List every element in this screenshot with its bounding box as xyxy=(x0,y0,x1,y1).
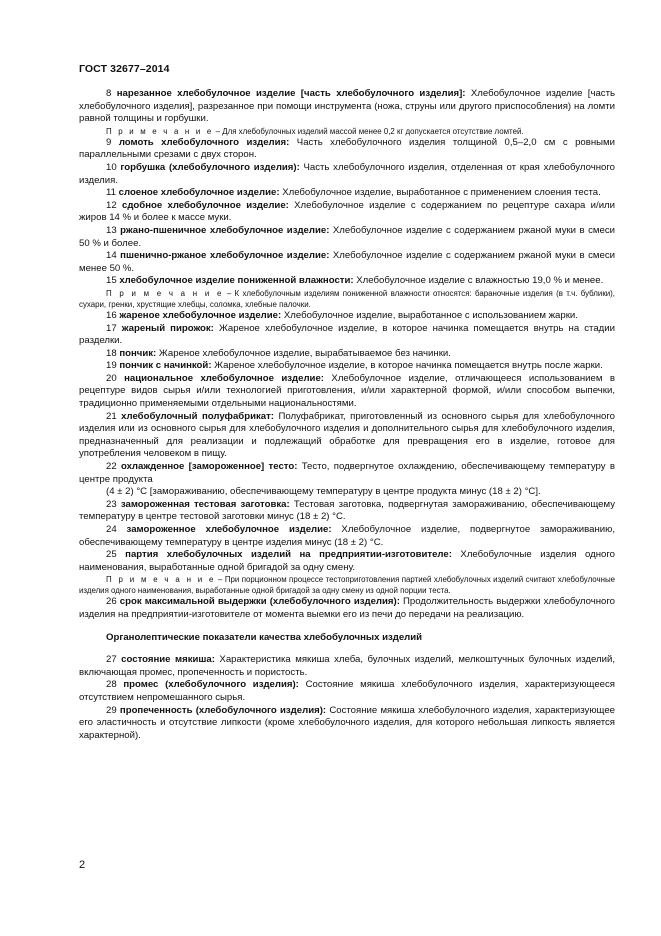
note-label: П р и м е ч а н и е xyxy=(106,126,214,136)
note-text: – К хлебобулочным изделиям пониженной влажности относятся: бараночные изделия (в т.ч. бублики), сухари, гренки, хрустящие хлебцы, соломка, хлебные палочки. xyxy=(79,288,615,309)
term-paragraph xyxy=(79,137,615,162)
term-name: промес (хлебобулочного изделия): xyxy=(123,679,299,691)
term-definition: Хлебобулочное изделие, подвергнутое замораживанию, обеспечивающему температуру в центре изделия минус (18 ± 2) °С. xyxy=(79,524,615,548)
term-number: 8 xyxy=(106,88,112,99)
term-definition: Тестовая заготовка, подвергнутая замораживанию, обеспечивающему температуру в центре тестовой заготовки минус (18 ± 2) °С. xyxy=(79,498,615,523)
term-paragraph xyxy=(79,348,615,361)
note-label: П р и м е ч а н и е xyxy=(106,288,224,298)
term-paragraph xyxy=(79,88,615,126)
term-definition: Хлебобулочное изделие, выработанное с применением слоения теста. xyxy=(279,187,601,199)
term-number: 12 xyxy=(106,199,117,211)
term-number: 14 xyxy=(106,250,117,262)
term-paragraph xyxy=(79,461,615,486)
term-definition: Состояние мякиша хлебобулочного изделия, характеризующее его эластичность и отсутствие липкости (кроме хлебобулочного изделия, для которого небольшая липкость является характерной). xyxy=(79,704,615,741)
term-paragraph xyxy=(79,549,615,574)
term-paragraph xyxy=(79,705,615,743)
note xyxy=(79,288,615,310)
term-definition: Часть хлебобулочного изделия толщиной 0,5–2,0 см с ровными параллельными срезами с двух сторон. xyxy=(79,136,615,161)
term-name: охлажденное [замороженное] тесто: xyxy=(120,461,298,473)
term-name: срок максимальной выдержки (хлебобулочного изделия): xyxy=(119,596,400,608)
term-paragraph xyxy=(79,679,615,704)
note xyxy=(79,126,615,137)
term-number: 18 xyxy=(106,347,117,359)
term-name: пончик: xyxy=(119,347,157,359)
term-number: 29 xyxy=(106,704,117,716)
term-number: 26 xyxy=(106,596,117,608)
term-definition: Состояние мякиша хлебобулочного изделия, характеризующееся отсутствием непромешанного сырья. xyxy=(79,679,616,703)
term-paragraph xyxy=(79,162,615,187)
term-number: 16 xyxy=(106,309,117,321)
term-name: хлебобулочный полуфабрикат: xyxy=(121,410,274,422)
term-number: 20 xyxy=(106,372,117,384)
term-name: замороженная тестовая заготовка: xyxy=(120,498,290,510)
term-name: жареный пирожок: xyxy=(121,322,214,334)
note-label: П р и м е ч а н и е xyxy=(106,575,216,585)
term-number: 13 xyxy=(106,224,117,236)
term-definition: Хлебобулочное изделие с содержанием ржаной муки в смеси менее 50 %. xyxy=(79,250,615,274)
term-definition: Хлебобулочное изделие, отличающееся использованием в рецептуре видов сырья и/или технологией приготовления, и/или характерной формой, и/или способом выпечки, традиционно применяемыми отдельными национальностями. xyxy=(79,372,615,410)
document-body xyxy=(79,88,615,742)
term-name: ржано-пшеничное хлебобулочное изделие: xyxy=(120,224,330,236)
term-name: сдобное хлебобулочное изделие: xyxy=(121,199,289,211)
term-paragraph xyxy=(79,250,615,275)
term-paragraph xyxy=(79,524,615,549)
term-definition: Хлебобулочное изделие [часть хлебобулочного изделия], разрезанное при помощи инструмента (ножа, струны или другого приспособления) на ломти равной толщины и горбушки. xyxy=(79,88,615,125)
term-definition: Часть хлебобулочного изделия, отделенная от края хлебобулочного изделия. xyxy=(79,161,615,186)
term-name: состояние мякиша: xyxy=(121,654,215,666)
term-paragraph xyxy=(79,596,615,621)
term-number: 19 xyxy=(106,360,117,372)
temperature-formula: (4 ± 2) °С [замораживанию, обеспечивающему температуру в центре продукта минус (18 ± 2) °С]. xyxy=(106,486,541,498)
term-paragraph xyxy=(79,499,615,524)
term-definition: Хлебобулочное изделие с влажностью 19,0 % и менее. xyxy=(353,275,604,287)
term-number: 23 xyxy=(106,498,117,510)
term-number: 28 xyxy=(106,679,117,691)
term-paragraph xyxy=(79,225,615,250)
term-definition: Хлебобулочное изделие с содержанием ржаной муки в смеси 50 % и более. xyxy=(79,224,615,249)
term-paragraph xyxy=(79,323,615,348)
term-number: 27 xyxy=(106,654,117,666)
term-number: 21 xyxy=(106,410,117,422)
term-definition: Тесто, подвергнутое охлаждению, обеспечивающему температуру в центре продукта xyxy=(79,461,615,485)
term-definition: Жареное хлебобулочное изделие, в которое начинка помещается внутрь после жарки. xyxy=(211,360,603,372)
term-paragraph xyxy=(79,373,615,411)
term-number: 15 xyxy=(106,275,117,287)
term-definition: Характеристика мякиша хлеба, булочных изделий, мелкоштучных булочных изделий, включающая промес, пропеченность и пористость. xyxy=(79,654,615,678)
term-definition: Хлебобулочные изделия одного наименования, выработанные одной бригадой за одну смену. xyxy=(79,549,615,573)
term-definition: Жареное хлебобулочное изделие, в которое начинка помещается внутрь на стадии разделки. xyxy=(79,322,615,347)
term-paragraph xyxy=(79,411,615,461)
term-name: хлебобулочное изделие пониженной влажности: xyxy=(119,275,354,287)
term-paragraph xyxy=(79,275,615,288)
term-name: пшенично-ржаное хлебобулочное изделие: xyxy=(120,250,330,262)
term-number: 17 xyxy=(106,322,117,334)
term-number: 25 xyxy=(106,549,117,561)
term-definition: Полуфабрикат, приготовленный из основного сырья для хлебобулочного изделия или из основного сырья для хлебобулочного изделия и дополнительного сырья для хлебобулочного изделия, предназначенный для реализации и подлежащий обработке для превращения его в изделие, готовое для употребления человеком в пищу. xyxy=(79,410,615,460)
term-name: пончик с начинкой: xyxy=(119,360,212,372)
term-name: замороженное хлебобулочное изделие: xyxy=(126,524,332,535)
term-name: ломоть хлебобулочного изделия: xyxy=(118,136,290,148)
page-number: 2 xyxy=(79,859,86,871)
note-text: – При порционном процессе тестоприготовления партией хлебобулочных изделий считают хлебобулочные изделия одного наименования, выработанные одной бригадой за одну смену из одной порции теста. xyxy=(79,575,616,596)
term-paragraph xyxy=(79,310,615,323)
note xyxy=(79,574,615,596)
term-name: пропеченность (хлебобулочного изделия): xyxy=(119,704,327,716)
term-paragraph xyxy=(79,187,615,200)
term-definition: Продолжительность выдержки хлебобулочного изделия на предприятии-изготовителе от момента выемки его из печи до передачи на реализацию. xyxy=(79,596,615,620)
term-name: слоеное хлебобулочное изделие: xyxy=(118,187,280,199)
term-name: нарезанное хлебобулочное изделие [часть хлебобулочного изделия]: xyxy=(116,88,466,99)
term-paragraph xyxy=(79,360,615,373)
term-number: 9 xyxy=(106,136,112,148)
document-header: ГОСТ 32677–2014 xyxy=(79,63,170,75)
note-text: – Для хлебобулочных изделий массой менее 0,2 кг допускается отсутствие ломтей. xyxy=(213,126,524,136)
term-name: национальное хлебобулочное изделие: xyxy=(124,372,324,384)
term-number: 10 xyxy=(106,161,117,173)
term-number: 22 xyxy=(106,461,117,473)
term-number: 24 xyxy=(106,524,117,535)
section-heading: Органолептические показатели качества хлебобулочных изделий xyxy=(106,631,423,643)
term-name: жареное хлебобулочное изделие: xyxy=(119,309,282,321)
term-definition: Жареное хлебобулочное изделие, вырабатываемое без начинки. xyxy=(156,347,451,359)
term-number: 11 xyxy=(106,187,116,199)
term-definition: Хлебобулочное изделие с содержанием по рецептуре сахара и/или жиров 14 % и более к массе муки. xyxy=(79,199,616,224)
term-paragraph xyxy=(79,654,615,679)
term-name: горбушка (хлебобулочного изделия): xyxy=(120,161,300,173)
term-paragraph xyxy=(79,200,615,225)
term-definition: Хлебобулочное изделие, выработанное с использованием жарки. xyxy=(281,309,578,321)
term-name: партия хлебобулочных изделий на предприятии-изготовителе: xyxy=(125,549,452,561)
